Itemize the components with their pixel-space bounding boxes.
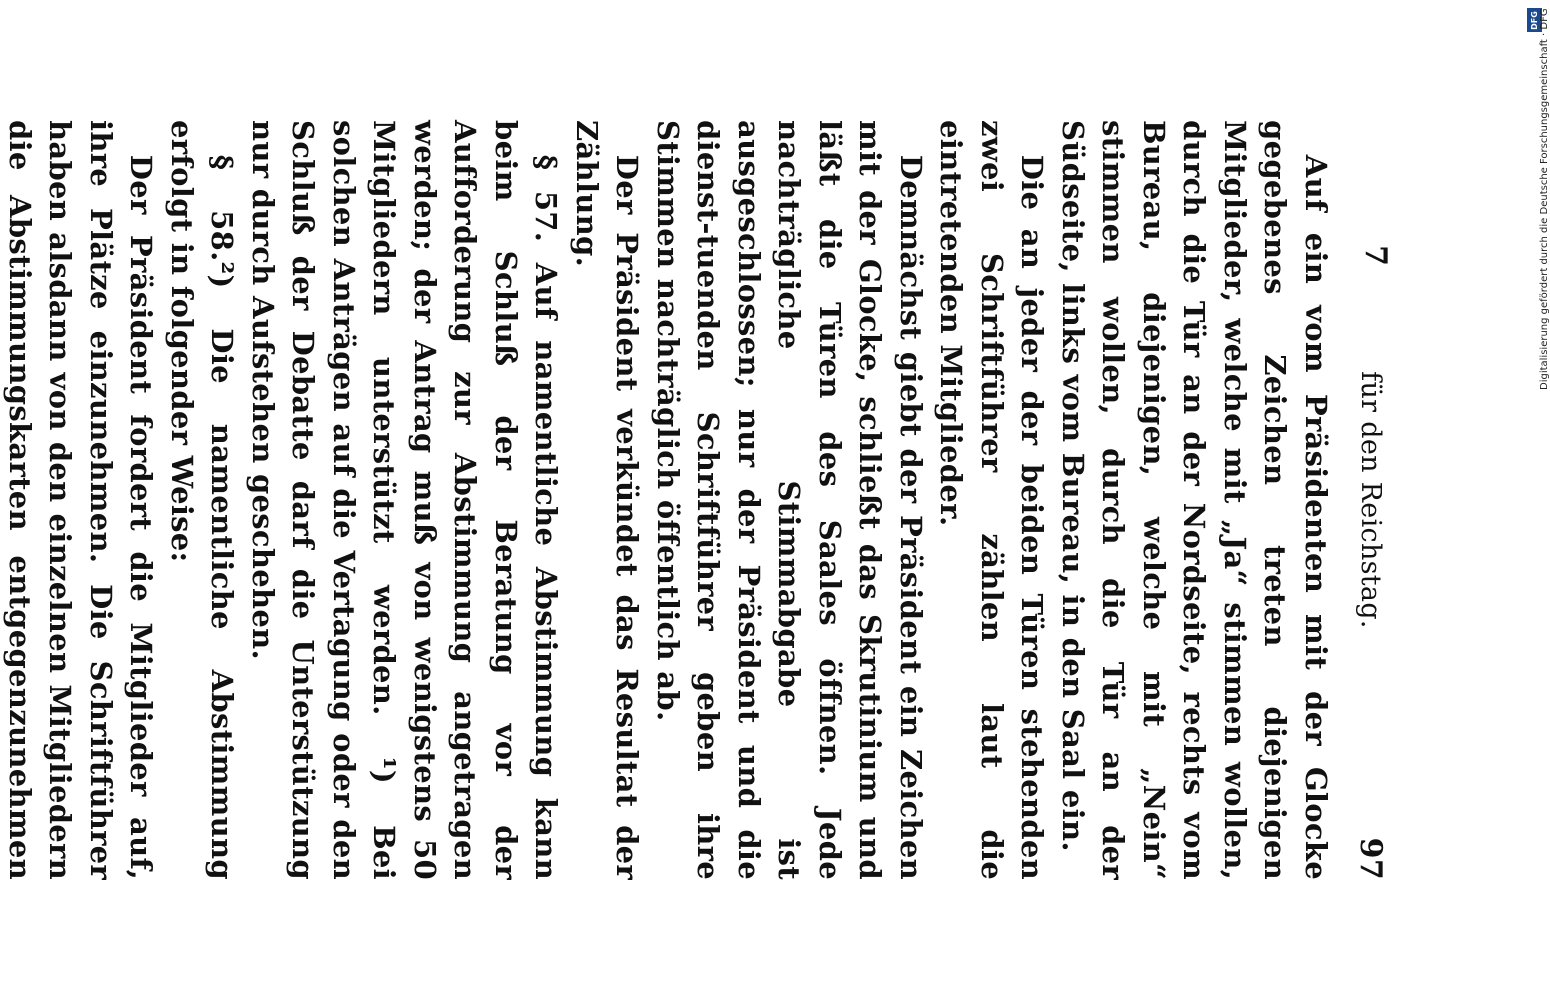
page-header	[1344, 120, 1390, 880]
signature-mark: 7	[1357, 245, 1393, 266]
paragraph-result: Der Präsident verkündet das Resultat der Zählung.	[570, 120, 645, 880]
digitization-credit	[1523, 8, 1550, 390]
page-number: 97	[1353, 837, 1388, 880]
running-head: für den Reichstag.	[1355, 371, 1386, 629]
paragraph-closing-scrutiny: Demnächst giebt der Präsident ein Zeichen mit der Glocke, schließt das Skrutinium und läßt die Türen des Saales öffnen. Jede nachträgliche Stimmabgabe ist ausgeschlossen; nur der Präsident und die dienst-tuenden Schriftführer geben ihre Stimmen nachträglich öffentlich ab.	[651, 120, 928, 880]
paragraph-section-58: § 58.²) Die namentliche Abstimmung erfolgt in folgender Weise:	[165, 120, 240, 880]
dfg-logo-label: DFG	[1530, 10, 1540, 30]
paragraph-voting-procedure: Auf ein vom Präsidenten mit der Glocke gegebenes Zeichen treten diejenigen Mitglieder, welche mit „Ja“ stimmen wollen, durch die Tür an der Nordseite, rechts vom Bureau, diejenigen, welche mit „Nein“ stimmen wollen, durch die Tür an der Südseite, links vom Bureau, in den Saal ein.	[1056, 120, 1333, 880]
paragraph-roll-call: Der Präsident fordert die Mitglieder auf, ihre Plätze einzunehmen. Die Schriftführer haben alsdann von den einzelnen Mitgliedern die Abstimmungskarten entgegenzunehmen	[3, 120, 159, 880]
paragraph-section-57: § 57. Auf namentliche Abstimmung kann beim Schluß der Beratung vor der Aufforderung zur Abstimmung angetragen werden; der Antrag muß von wenigstens 50 Mitgliedern unterstützt werden. ¹) Bei solchen Anträgen auf die Vertagung oder den Schluß der Debatte darf die Unterstützung nur durch Aufstehen geschehen.	[246, 120, 564, 880]
paragraph-counting: Die an jeder der beiden Türen stehenden zwei Schriftführer zählen laut die eintretenden Mitglieder.	[934, 120, 1050, 880]
digitization-credit-text: Digitalisierung gefördert durch die Deutsche Forschungsgemeinschaft · DFG	[1539, 8, 1550, 390]
rotated-page	[3, 120, 1390, 880]
